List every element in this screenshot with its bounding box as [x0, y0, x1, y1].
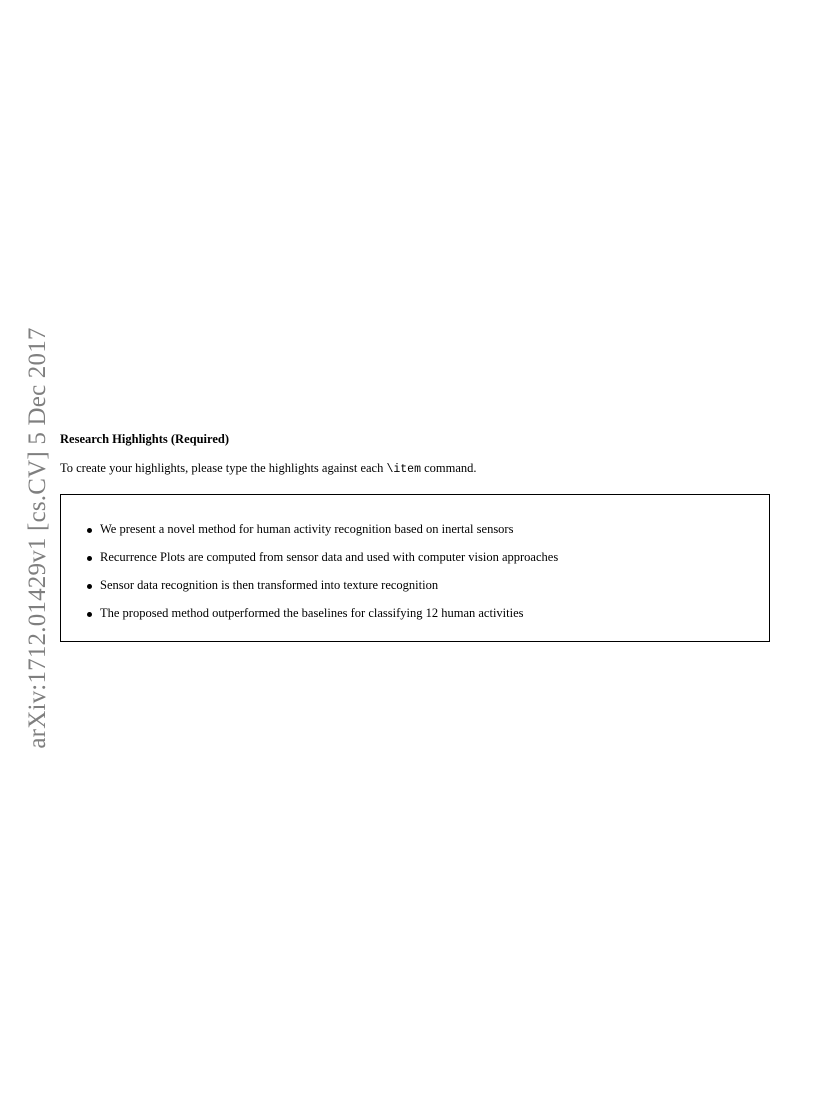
bullet-icon [87, 612, 92, 617]
highlight-text: The proposed method outperformed the baselines for classifying 12 human activities [100, 606, 524, 620]
highlight-text: Recurrence Plots are computed from sensor data and used with computer vision approaches [100, 550, 559, 564]
bullet-icon [87, 528, 92, 533]
highlights-list [87, 522, 558, 634]
highlight-item [87, 550, 558, 578]
bullet-icon [87, 584, 92, 589]
instructions-paragraph [60, 461, 477, 476]
highlight-item [87, 522, 558, 550]
instructions-text-before: To create your highlights, please type the highlights against each [60, 461, 387, 475]
highlight-item [87, 578, 558, 606]
bullet-icon [87, 556, 92, 561]
highlight-text: Sensor data recognition is then transformed into texture recognition [100, 578, 439, 592]
highlight-item [87, 606, 558, 634]
highlights-box [60, 494, 770, 642]
arxiv-identifier-stamp: arXiv:1712.01429v1 [cs.CV] 5 Dec 2017 [24, 327, 51, 749]
item-command: \item [386, 463, 421, 476]
highlight-text: We present a novel method for human activity recognition based on inertal sensors [100, 522, 514, 536]
section-heading: Research Highlights (Required) [60, 432, 229, 446]
instructions-text-after: command. [420, 461, 477, 475]
